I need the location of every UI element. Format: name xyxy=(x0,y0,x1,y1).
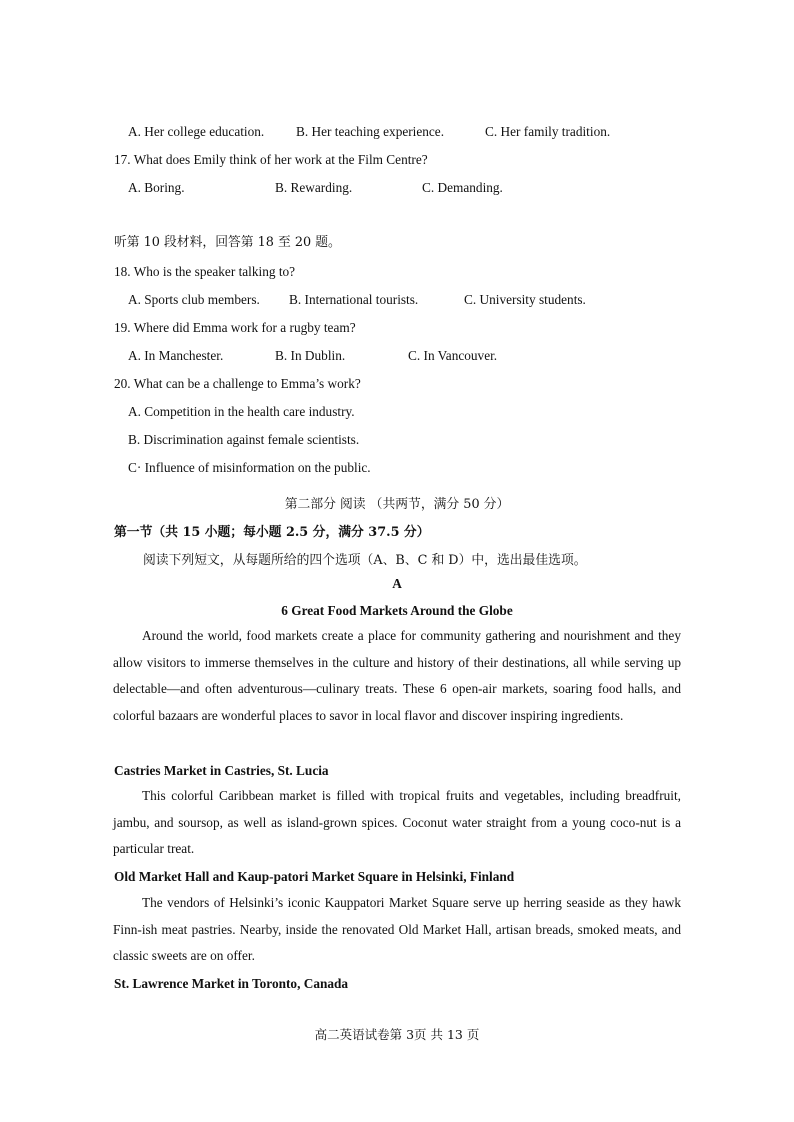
market-heading-helsinki: Old Market Hall and Kaup-patori Market Square in Helsinki, Finland xyxy=(114,869,515,884)
market-heading-castries: Castries Market in Castries, St. Lucia xyxy=(114,763,329,778)
section1-title: 第一节（共 15 小题；每小题 2.5 分，满分 37.5 分） xyxy=(114,525,430,540)
part2-title: 第二部分 阅读 （共两节，满分 50 分） xyxy=(284,497,510,512)
q18-option-b: B. International tourists. xyxy=(289,292,419,307)
q17-option-a: A. Boring. xyxy=(128,180,185,195)
q19-option-a: A. In Manchester. xyxy=(128,348,224,363)
q16-option-c: C. Her family tradition. xyxy=(485,124,611,139)
q16-option-a: A. Her college education. xyxy=(128,124,265,139)
q17-option-c: C. Demanding. xyxy=(422,180,503,195)
q18-option-a: A. Sports club members. xyxy=(128,292,260,307)
market-text-castries: This colorful Caribbean market is filled with tropical fruits and vegetables, including breadfruit, jambu, and soursop, as well as island-grown spices. Coconut water straight from a young coco-nut is a particular treat. xyxy=(113,788,681,857)
q17-stem: 17. What does Emily think of her work at the Film Centre? xyxy=(114,152,428,167)
q16-option-b: B. Her teaching experience. xyxy=(296,124,445,139)
passage-letter: A xyxy=(392,576,402,591)
market-text-helsinki: The vendors of Helsinki’s iconic Kauppatori Market Square serve up herring seaside as they hawk Finn-ish meat pastries. Nearby, inside the renovated Old Market Hall, artisan breads, smoked meats, and classic sweets are on offer. xyxy=(113,895,681,964)
q20-option-b: B. Discrimination against female scientists. xyxy=(128,432,360,447)
passage-intro: Around the world, food markets create a place for community gathering and nourishment and they allow visitors to immerse themselves in the culture and history of their destinations, all while serving up delectable—and often adventurous—culinary treats. These 6 open-air markets, soaring food halls, and colorful bazaars are wonderful places to savor in local flavor and discover inspiring ingredients. xyxy=(113,628,681,724)
reading-instruction: 阅读下列短文，从每题所给的四个选项（A、B、C 和 D）中，选出最佳选项。 xyxy=(143,553,587,568)
q20-stem: 20. What can be a challenge to Emma’s work? xyxy=(114,376,361,391)
q19-option-b: B. In Dublin. xyxy=(275,348,346,363)
q20-option-a: A. Competition in the health care industry. xyxy=(128,404,355,419)
q17-option-b: B. Rewarding. xyxy=(275,180,353,195)
q20-option-c: C· Influence of misinformation on the public. xyxy=(128,460,371,475)
q18-option-c: C. University students. xyxy=(464,292,586,307)
passage-title: 6 Great Food Markets Around the Globe xyxy=(281,603,513,618)
q19-stem: 19. Where did Emma work for a rugby team? xyxy=(114,320,356,335)
page-footer: 高二英语试卷第 3页 共 13 页 xyxy=(314,1027,480,1042)
q18-stem: 18. Who is the speaker talking to? xyxy=(114,264,296,279)
q19-option-c: C. In Vancouver. xyxy=(408,348,498,363)
section10-instruction: 听第 10 段材料，回答第 18 至 20 题。 xyxy=(114,235,341,250)
market-heading-toronto: St. Lawrence Market in Toronto, Canada xyxy=(114,976,349,991)
